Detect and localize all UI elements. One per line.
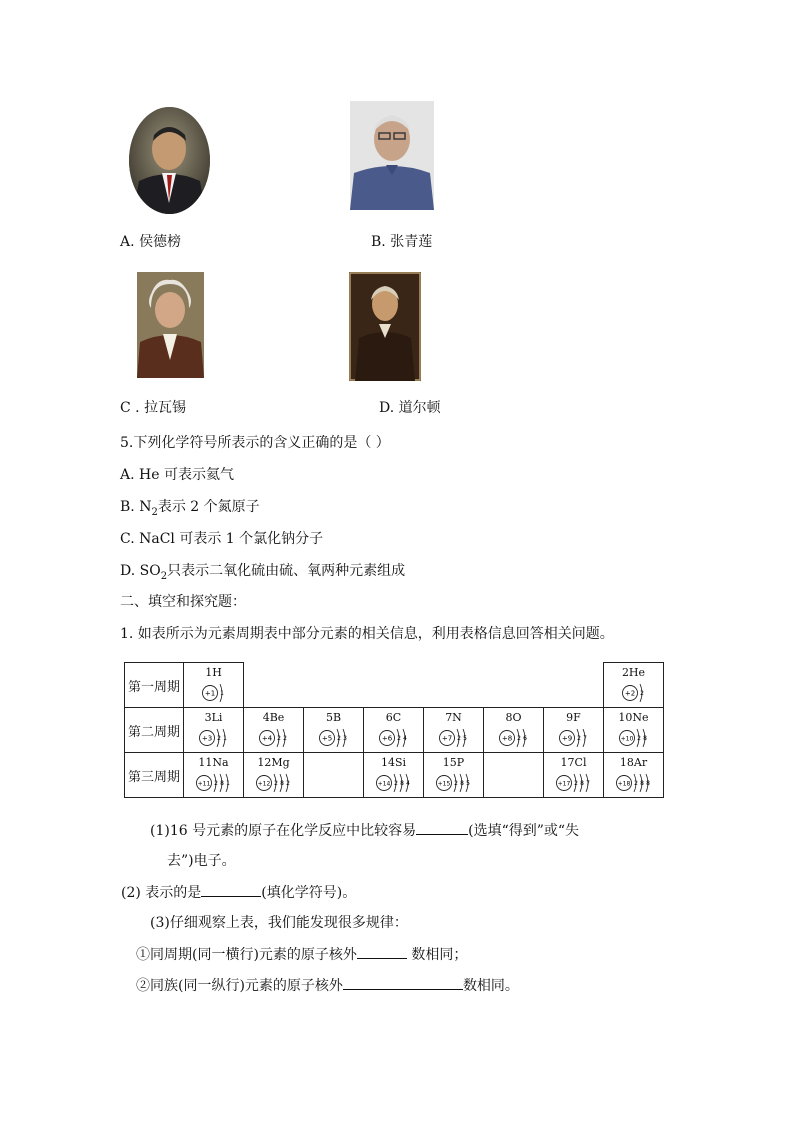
atom-diagram bbox=[424, 773, 483, 793]
shell-electron-count: 8 bbox=[580, 780, 584, 787]
element-cell: 1H +1 1 bbox=[184, 663, 244, 708]
atom-diagram bbox=[424, 728, 483, 748]
element-cell: 3Li +3 2 1 bbox=[184, 708, 244, 753]
atom-diagram bbox=[484, 728, 543, 748]
shell-electron-count: 7 bbox=[583, 735, 587, 742]
atom-diagram bbox=[244, 773, 303, 793]
shell-electron-count: 4 bbox=[403, 735, 407, 742]
shell-electron-count: 2 bbox=[337, 735, 341, 742]
shell-electron-count: 2 bbox=[577, 735, 581, 742]
shell-electron-count: 8 bbox=[400, 780, 404, 787]
answer-blank[interactable] bbox=[416, 820, 468, 835]
element-cell: 6C +6 2 4 bbox=[364, 708, 424, 753]
option-d-label: D. 道尔顿 bbox=[379, 400, 441, 416]
shell-electron-count: 2 bbox=[217, 735, 221, 742]
q5-option-c: C. NaCl 可表示 1 个氯化钠分子 bbox=[120, 531, 324, 547]
shell-electron-count: 2 bbox=[574, 780, 578, 787]
period-label: 第一周期 bbox=[125, 663, 184, 708]
q1-1-cont: 去”)电子。 bbox=[167, 853, 236, 869]
nucleus-charge: +2 bbox=[624, 689, 636, 698]
shell-electron-count: 5 bbox=[466, 780, 470, 787]
option-b-label: B. 张青莲 bbox=[371, 234, 433, 250]
answer-blank[interactable] bbox=[357, 944, 407, 959]
q1-1-line: (1)16 号元素的原子在化学反应中比较容易 (选填“得到”或“失 bbox=[150, 820, 579, 841]
nucleus-charge: +5 bbox=[321, 734, 333, 743]
q5-option-a: A. He 可表示氦气 bbox=[120, 467, 234, 483]
shell-electron-count: 3 bbox=[343, 735, 347, 742]
shell-electron-count: 1 bbox=[226, 780, 230, 787]
nucleus-charge: +14 bbox=[377, 780, 391, 788]
shell-electron-count: 2 bbox=[517, 735, 521, 742]
element-cell: 18Ar +18 2 8 8 bbox=[604, 753, 664, 798]
element-cell: 2He +2 2 bbox=[604, 663, 664, 708]
portrait-lavoisier bbox=[137, 272, 204, 378]
element-cell: 4Be +4 2 2 bbox=[244, 708, 304, 753]
atom-diagram bbox=[184, 728, 243, 748]
option-a-label: A. 侯德榜 bbox=[120, 234, 182, 250]
shell-electron-count: 2 bbox=[214, 780, 218, 787]
period-label: 第三周期 bbox=[125, 753, 184, 798]
shell-electron-count: 8 bbox=[646, 780, 650, 787]
atom-diagram bbox=[244, 728, 303, 748]
shell-electron-count: 2 bbox=[394, 780, 398, 787]
nucleus-charge: +10 bbox=[620, 735, 634, 743]
element-cell: 8O +8 2 6 bbox=[484, 708, 544, 753]
element-cell: 17Cl +17 2 8 7 bbox=[544, 753, 604, 798]
element-cell: 9F +9 2 7 bbox=[544, 708, 604, 753]
shell-electron-count: 7 bbox=[586, 780, 590, 787]
nucleus-charge: +15 bbox=[437, 780, 451, 788]
element-cell: 7N +7 2 5 bbox=[424, 708, 484, 753]
shell-electron-count: 8 bbox=[460, 780, 464, 787]
shell-electron-count: 2 bbox=[640, 690, 644, 697]
q1-2-line: (2) 表示的是 (填化学符号)。 bbox=[121, 882, 356, 903]
portrait-zhang-qinglian bbox=[350, 101, 434, 210]
option-c-label: C . 拉瓦锡 bbox=[120, 400, 187, 416]
atom-diagram bbox=[184, 683, 243, 703]
shell-electron-count: 1 bbox=[220, 690, 224, 697]
empty-region bbox=[244, 663, 604, 708]
answer-blank[interactable] bbox=[343, 975, 463, 990]
answer-blank[interactable] bbox=[201, 882, 261, 897]
atom-diagram bbox=[604, 728, 663, 748]
atom-diagram bbox=[304, 728, 363, 748]
shell-electron-count: 2 bbox=[286, 780, 290, 787]
nucleus-charge: +1 bbox=[204, 689, 216, 698]
shell-electron-count: 2 bbox=[283, 735, 287, 742]
shell-electron-count: 1 bbox=[223, 735, 227, 742]
shell-electron-count: 2 bbox=[457, 735, 461, 742]
nucleus-charge: +7 bbox=[441, 734, 453, 743]
shell-electron-count: 8 bbox=[640, 780, 644, 787]
q5-option-b: B. $N_2$表示 2 个氮原子 bbox=[120, 499, 260, 518]
portrait-hou-debang bbox=[129, 107, 210, 214]
nucleus-charge: +3 bbox=[201, 734, 213, 743]
atom-diagram bbox=[544, 728, 603, 748]
element-cell: 14Si +14 2 8 4 bbox=[364, 753, 424, 798]
atom-diagram bbox=[604, 773, 663, 793]
q1-3-line: (3)仔细观察上表，我们能发现很多规律： bbox=[150, 915, 408, 931]
period-label: 第二周期 bbox=[125, 708, 184, 753]
q5-stem: 5.下列化学符号所表示的含义正确的是（ ） bbox=[120, 435, 390, 451]
section-heading: 二、填空和探究题： bbox=[120, 594, 246, 610]
atom-diagram bbox=[364, 728, 423, 748]
atom-diagram bbox=[184, 773, 243, 793]
shell-electron-count: 4 bbox=[406, 780, 410, 787]
element-cell-blank bbox=[304, 753, 364, 798]
element-cell: 12Mg +12 2 8 2 bbox=[244, 753, 304, 798]
shell-electron-count: 6 bbox=[523, 735, 527, 742]
element-cell: 11Na +11 2 8 1 bbox=[184, 753, 244, 798]
nucleus-charge: +18 bbox=[617, 780, 631, 788]
shell-electron-count: 2 bbox=[274, 780, 278, 787]
nucleus-charge: +11 bbox=[197, 780, 211, 788]
nucleus-charge: +6 bbox=[381, 734, 393, 743]
shell-electron-count: 8 bbox=[220, 780, 224, 787]
element-cell-blank bbox=[484, 753, 544, 798]
shell-electron-count: 8 bbox=[280, 780, 284, 787]
nucleus-charge: +12 bbox=[257, 780, 271, 788]
shell-electron-count: 2 bbox=[397, 735, 401, 742]
shell-electron-count: 2 bbox=[634, 780, 638, 787]
periodic-table bbox=[124, 662, 664, 798]
element-cell: 15P +15 2 8 5 bbox=[424, 753, 484, 798]
shell-electron-count: 2 bbox=[454, 780, 458, 787]
shell-electron-count: 5 bbox=[463, 735, 467, 742]
q1-3b-line: ②同族(同一纵行)元素的原子核外 数相同。 bbox=[136, 975, 519, 996]
nucleus-charge: +9 bbox=[561, 734, 573, 743]
portrait-dalton bbox=[349, 272, 421, 381]
shell-electron-count: 8 bbox=[643, 735, 647, 742]
shell-electron-count: 2 bbox=[277, 735, 281, 742]
shell-electron-count: 2 bbox=[637, 735, 641, 742]
atom-diagram bbox=[604, 683, 663, 703]
atom-diagram bbox=[364, 773, 423, 793]
q1-stem: 1. 如表所示为元素周期表中部分元素的相关信息，利用表格信息回答相关问题。 bbox=[120, 626, 614, 642]
atom-diagram bbox=[544, 773, 603, 793]
element-cell: 5B +5 2 3 bbox=[304, 708, 364, 753]
q1-3a-line: ①同周期(同一横行)元素的原子核外 数相同； bbox=[136, 944, 467, 965]
nucleus-charge: +8 bbox=[501, 734, 513, 743]
element-cell: 10Ne +10 2 8 bbox=[604, 708, 664, 753]
nucleus-charge: +4 bbox=[261, 734, 273, 743]
q5-option-d: D. $SO_2$只表示二氧化硫由硫、氧两种元素组成 bbox=[120, 563, 406, 582]
nucleus-charge: +17 bbox=[557, 780, 571, 788]
